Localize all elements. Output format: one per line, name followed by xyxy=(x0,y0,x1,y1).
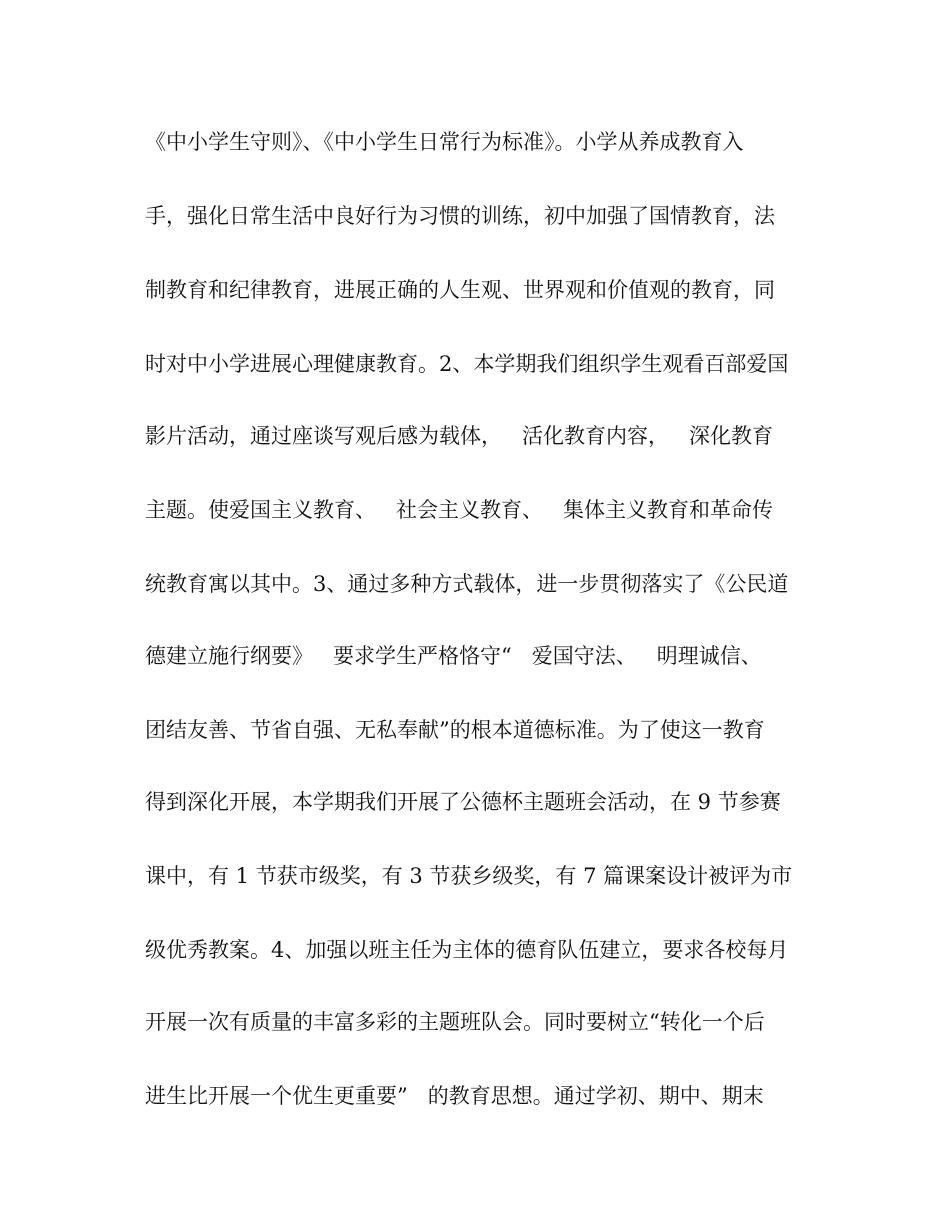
text-line: 开展一次有质量的丰富多彩的主题班队会。同时要树立“转化一个后 xyxy=(145,1010,765,1034)
text-line: 课中，有 1 节获市级奖，有 3 节获乡级奖，有 7 篇课案设计被评为市 xyxy=(145,864,793,888)
text-line: 制教育和纪律教育，进展正确的人生观、世界观和价值观的教育，同 xyxy=(145,278,775,302)
text-line: 时对中小学进展心理健康教育。2、本学期我们组织学生观看百部爱国 xyxy=(145,352,789,376)
text-line: 主题。使爱国主义教育、 社会主义教育、 集体主义教育和革命传 xyxy=(145,498,774,522)
text-line: 得到深化开展，本学期我们开展了公德杯主题班会活动，在 9 节参赛 xyxy=(145,790,781,814)
text-line: 影片活动，通过座谈写观后感为载体， 活化教育内容， 深化教育 xyxy=(145,424,774,448)
text-line: 德建立施行纲要》 要求学生严格恪守“ 爱国守法、 明理诚信、 xyxy=(145,644,762,668)
text-line: 手，强化日常生活中良好行为习惯的训练，初中加强了国情教育，法 xyxy=(145,204,775,228)
text-line: 团结友善、节省自强、无私奉献”的根本道德标准。为了使这一教育 xyxy=(145,718,765,742)
text-line: 级优秀教案。4、加强以班主任为主体的德育队伍建立，要求各校每月 xyxy=(145,938,789,962)
text-line: 统教育寓以其中。3、通过多种方式载体，进一步贯彻落实了《公民道 xyxy=(145,572,789,596)
text-line: 《中小学生守则》、《中小学生日常行为标准》。小学从养成教育入 xyxy=(145,130,744,154)
text-line: 进生比开展一个优生更重要” 的教育思想。通过学初、期中、期末 xyxy=(145,1084,764,1108)
